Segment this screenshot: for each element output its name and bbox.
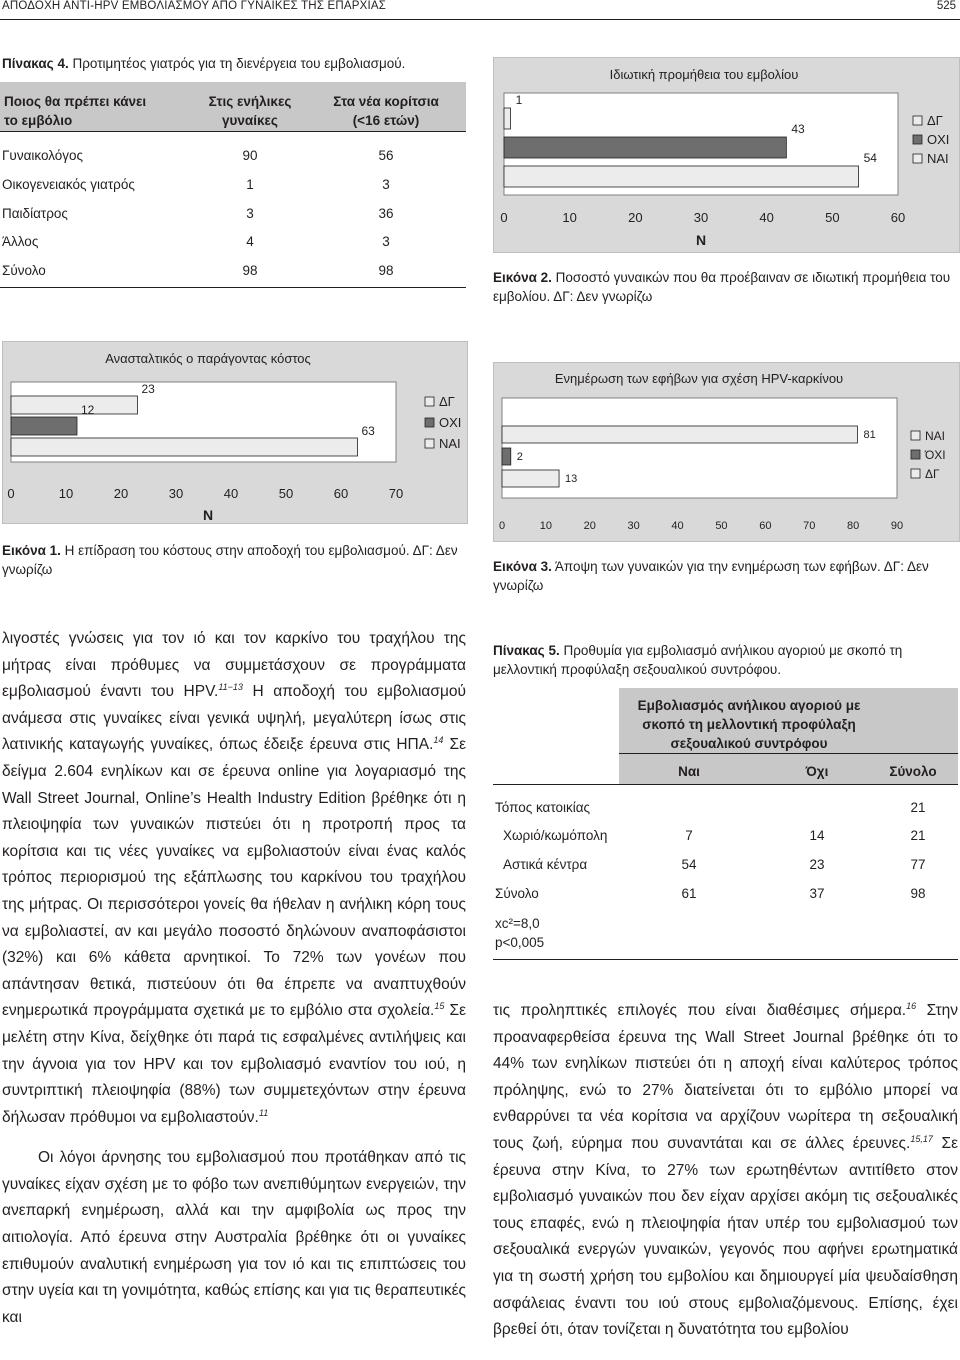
- data-label: 43: [791, 122, 805, 136]
- table5-stat-p: p<0,005: [495, 935, 545, 950]
- table4-head-rule: [0, 131, 466, 132]
- table5-col-total: Σύνολο: [889, 764, 937, 779]
- data-label: 13: [565, 473, 578, 485]
- legend-swatch: [913, 135, 922, 144]
- tick-label: 10: [562, 210, 577, 225]
- table5-col-yes: Ναι: [678, 764, 700, 779]
- table4-caption-text: Προτιμητέος γιατρός για τη διενέργεια του εμβολιασμού.: [68, 56, 406, 71]
- figure3-caption: Εικόνα 3. Άποψη των γυναικών για την ενημέρωση των εφήβων. ΔΓ: Δεν γνωρίζω: [493, 559, 929, 593]
- tick-label: 70: [388, 486, 404, 501]
- running-title: ΑΠΟΔΟΧΗ ΑΝΤΙ-HPV ΕΜΒΟΛΙΑΣΜΟΥ ΑΠΟ ΓΥΝΑΙΚΕΣ ΤΗΣ ΕΠΑΡΧΙΑΣ: [2, 0, 387, 12]
- figure1-caption: Εικόνα 1. Η επίδραση του κόστους στην αποδοχή του εμβολιασμού. ΔΓ: Δεν γνωρίζω: [2, 543, 458, 577]
- tick-label: 30: [168, 486, 184, 501]
- table-row: [0, 177, 466, 197]
- figure1-svg: [3, 342, 467, 523]
- tick-label: 0: [7, 486, 15, 501]
- table5-caption: Πίνακας 5. Προθυμία για εμβολιασμό ανήλικου αγοριού με σκοπό τη μελλοντική προφύλαξη σεξουαλικού συντρόφου.: [493, 643, 903, 677]
- table-cell: 23: [809, 857, 825, 872]
- legend-label: ΝΑΙ: [925, 429, 946, 443]
- tick-label: 50: [278, 486, 294, 501]
- legend-swatch: [911, 431, 920, 440]
- bar-ΌΧΙ: [502, 448, 511, 465]
- tick-label: 50: [825, 210, 840, 225]
- bar-ΟΧΙ: [11, 417, 77, 435]
- table-cell: 56: [378, 148, 394, 163]
- header-rule: [0, 19, 960, 20]
- tick-label: 10: [539, 520, 553, 532]
- body-right: [493, 998, 958, 1344]
- table-cell: 37: [809, 886, 825, 901]
- figure2-chart: [493, 57, 960, 253]
- figure2-svg: [494, 58, 959, 252]
- tick-label: 30: [693, 210, 709, 225]
- table-cell: Άλλος: [2, 234, 39, 249]
- running-header: [0, 0, 960, 20]
- data-label: 54: [863, 151, 877, 165]
- table-cell: Σύνολο: [2, 263, 46, 278]
- table4-head-col3: Στα νέα κορίτσια (<16 ετών): [333, 94, 439, 128]
- tick-label: 0: [500, 210, 508, 225]
- figure3-svg: [494, 363, 959, 541]
- bar-ΝΑΙ: [504, 166, 859, 187]
- table-cell: 98: [378, 263, 394, 278]
- table-cell: 21: [910, 800, 926, 815]
- tick-label: 30: [627, 520, 640, 532]
- table-cell: 61: [681, 886, 697, 901]
- bar-ΝΑΙ: [502, 426, 858, 443]
- tick-label: 40: [671, 520, 684, 532]
- table-cell: Γυναικολόγος: [2, 148, 84, 163]
- tick-label: 40: [223, 486, 239, 501]
- tick-label: 70: [803, 520, 816, 532]
- bar-ΔΓ: [504, 108, 511, 129]
- table-cell: 3: [382, 234, 390, 249]
- chart-title: Ανασταλτικός ο παράγοντας κόστος: [105, 351, 311, 366]
- table5-col-no: Όχι: [805, 764, 829, 779]
- body-left-p1: λιγοστές γνώσεις για τον ιό και τον καρκίνο του τραχήλου της μήτρας είναι πρόθυμες να συμμετάσχουν σε προγράμματα εμβολιασμού έναντι του HPV.$^{11-13}$ Η αποδοχή του εμβολιασμού ανάμεσα στις γυναίκες είναι γενικά υψηλή, μεγαλύτερη ίσως στις λατινικής καταγωγής γυναίκες, όπως έδειξε έρευνα στις ΗΠΑ.$^{14}$ Σε δείγμα 2.604 ενηλίκων και σε έρευνα online για λογαριασμό της Wall Street Journal, Online’s Health Industry Edition βρέθηκε ότι η πλειοψηφία των γυναικών πιστεύει ότι η προτροπή προς τα κορίτσια και τις νέες γυναίκες να εμβολιαστούν είναι ένας καλός τρόπος περιορισμού της εξάπλωσης του καρκίνου του τραχήλου της μήτρας. Οι περισσότεροι γονείς θα ήθελαν η ανήλικη κόρη τους να εμβολιαστεί, αν και μεγάλο ποσοστό δηλώνουν αναποφάσιστοι (32%) και 6% κάθετα αρνητικοί. Το 72% των γονέων που απάντησαν θετικά, πιστεύουν ότι θα έπρεπε να αναπτυχθούν ενημερωτικά προγράμματα σχετικά με το εμβόλιο στα σχολεία.$^{15}$ Σε μελέτη στην Κίνα, δείχθηκε ότι παρά τις εσφαλμένες αντιλήψεις και την άγνοια για τον HPV και τον εμβολιασμό εναντίον του ιού, η συντριπτική πλειοψηφία (88%) των συμμετεχόντων στην έρευνα δήλωσαν πρόθυμοι να εμβολιαστούν.$^{11}$: [2, 630, 466, 1126]
- table-cell: 14: [809, 828, 825, 843]
- table5-stat-chi: xc²=8,0: [495, 916, 540, 931]
- data-label: 81: [863, 429, 876, 441]
- table-row: [493, 828, 958, 848]
- body-left: [2, 626, 466, 1331]
- table-cell: Χωριό/κωμόπολη: [503, 828, 608, 843]
- table5-head-rule: [493, 784, 958, 785]
- table4-bottom-rule: [0, 287, 466, 288]
- page-number: 525: [936, 0, 956, 12]
- legend-swatch: [425, 397, 434, 406]
- bar-ΟΧΙ: [504, 137, 786, 158]
- table-cell: Οικογενειακός γιατρός: [2, 177, 135, 192]
- table-row: [0, 234, 466, 254]
- table-cell: 98: [242, 263, 258, 278]
- body-right-p1: τις προληπτικές επιλογές που είναι διαθέσιμες σήμερα.$^{16}$ Στην προαναφερθείσα έρευνα της Wall Street Journal βρέθηκε ότι το 44% των ενηλίκων πιστεύει ότι η αποχή είναι καλύτερος τρόπος πρόληψης, ενώ το 27% διατείνεται ότι το εμβόλιο μπορεί να ενθαρρύνει τα νέα κορίτσια να αρχίζουν νωρίτερα τη σεξουαλική τους ζωή, εύρημα που συναντάται και σε άλλες έρευνες.$^{15,17}$ Σε έρευνα στην Κίνα, το 27% των ερωτηθέντων αντιτίθετο στον εμβολιασμό γυναικών που δεν είχαν αρχίσει ακόμη τις σεξουαλικές τους επαφές, ενώ η πλειοψηφία ήταν υπέρ του εμβολιασμού των σεξουαλικά ενεργών γυναικών, γεγονός που αφήνει ερωτηματικά για τη σωστή χρήση του εμβολίου και δημιουργεί μία ψευδαίσθηση ασφάλειας έναντι του ιού στους εμβολιαζόμενους. Επίσης, έχει βρεθεί ότι, όταν τονίζεται η δυνατότητα του εμβολίου: [493, 1000, 958, 1339]
- legend-swatch: [425, 439, 434, 448]
- axis-label: N: [695, 232, 707, 248]
- legend-swatch: [913, 116, 922, 125]
- tick-label: 10: [58, 486, 74, 501]
- table4-caption: [2, 54, 472, 73]
- tick-label: 20: [628, 210, 643, 225]
- table-row: [493, 857, 958, 877]
- table-cell: Παιδίατρος: [2, 206, 68, 221]
- table-cell: 77: [910, 857, 926, 872]
- legend-swatch: [911, 469, 920, 478]
- table4: [0, 82, 466, 288]
- legend-label: ΝΑΙ: [927, 151, 949, 166]
- data-label: 63: [361, 424, 375, 438]
- tick-label: 20: [113, 486, 129, 501]
- chart-title: Ιδιωτική προμήθεια του εμβολίου: [609, 67, 799, 82]
- table-row: [493, 800, 958, 820]
- table-row: [0, 263, 466, 283]
- table-row: [0, 148, 466, 168]
- legend-label: ΔΓ: [439, 394, 455, 409]
- table4-head-col2: Στις ενήλικες γυναίκες: [208, 94, 292, 128]
- tick-label: 90: [890, 520, 904, 532]
- tick-label: 60: [890, 210, 906, 225]
- bar-ΝΑΙ: [11, 438, 358, 456]
- chart-title: Ενημέρωση των εφήβων για σχέση HPV-καρκίνου: [554, 371, 844, 386]
- table-cell: 36: [378, 206, 394, 221]
- table-cell: 3: [382, 177, 390, 192]
- plot-area: [502, 398, 897, 498]
- tick-label: 60: [333, 486, 349, 501]
- table4-head-col1: Ποιος θα πρέπει κάνει το εμβόλιο: [4, 94, 147, 128]
- table-cell: Αστικά κέντρα: [503, 857, 588, 872]
- table-cell: 4: [246, 234, 254, 249]
- table-row: [493, 886, 958, 906]
- legend-label: ΔΓ: [925, 467, 940, 481]
- table-cell: 98: [910, 886, 926, 901]
- table-cell: 7: [685, 828, 693, 843]
- tick-label: 50: [715, 520, 728, 532]
- figure1-chart: [2, 341, 468, 524]
- data-label: 1: [515, 93, 523, 107]
- legend-swatch: [425, 418, 434, 427]
- table5-group-rule: [619, 753, 958, 754]
- figure2-caption: Εικόνα 2. Ποσοστό γυναικών που θα προέβαιναν σε ιδιωτική προμήθεια του εμβολίου. ΔΓ: Δεν γνωρίζω: [493, 270, 951, 304]
- table-cell: Τόπος κατοικίας: [495, 800, 591, 815]
- tick-label: 0: [498, 520, 506, 532]
- tick-label: 60: [759, 520, 772, 532]
- tick-label: 80: [846, 520, 860, 532]
- table-row: [0, 206, 466, 226]
- legend-label: ΝΑΙ: [439, 436, 461, 451]
- figure3-chart: [493, 362, 960, 542]
- data-label: 23: [141, 382, 155, 396]
- legend-label: ΟΧΙ: [439, 415, 462, 430]
- tick-label: 40: [759, 210, 774, 225]
- legend-label: ΔΓ: [927, 113, 943, 128]
- data-label: 2: [516, 451, 523, 463]
- table5-group-header: Εμβολιασμός ανήλικου αγοριού με σκοπό τη μελλοντική προφύλαξη σεξουαλικού συντρόφου: [637, 698, 861, 751]
- table-cell: Σύνολο: [495, 886, 539, 901]
- table-cell: 1: [246, 177, 254, 192]
- legend-label: ΟΧΙ: [927, 132, 950, 147]
- body-left-p2: Οι λόγοι άρνησης του εμβολιασμού που προτάθηκαν από τις γυναίκες είχαν σχέση με το φόβο των ανεπιθύμητων ενεργειών, την ανεπαρκή ενημέρωση, αλλά και την αμφιβολία ως προς την αιτιολογία. Από έρευνα στην Αυστραλία βρέθηκε ότι οι γυναίκες επιθυμούν αναλυτική ενημέρωση για τον ιό και τις επιπτώσεις του στην υγεία και τη γονιμότητα, καθώς επίσης και για τις θεραπευτικές και: [2, 1149, 466, 1326]
- bar-ΔΓ: [502, 470, 559, 487]
- axis-label: N: [202, 507, 214, 523]
- table5: [493, 688, 958, 960]
- table4-caption-label: Πίνακας 4.: [2, 56, 69, 71]
- bar-ΔΓ: [11, 396, 138, 414]
- legend-label: ΌΧΙ: [925, 448, 946, 462]
- table-cell: 21: [910, 828, 926, 843]
- data-label: 12: [81, 403, 95, 417]
- legend-swatch: [911, 450, 920, 459]
- tick-label: 20: [583, 520, 596, 532]
- table-cell: 54: [681, 857, 697, 872]
- table5-bottom-rule: [493, 959, 958, 960]
- legend-swatch: [913, 154, 922, 163]
- table-cell: 3: [246, 206, 254, 221]
- table4-header: [0, 82, 466, 131]
- table-cell: 90: [242, 148, 258, 163]
